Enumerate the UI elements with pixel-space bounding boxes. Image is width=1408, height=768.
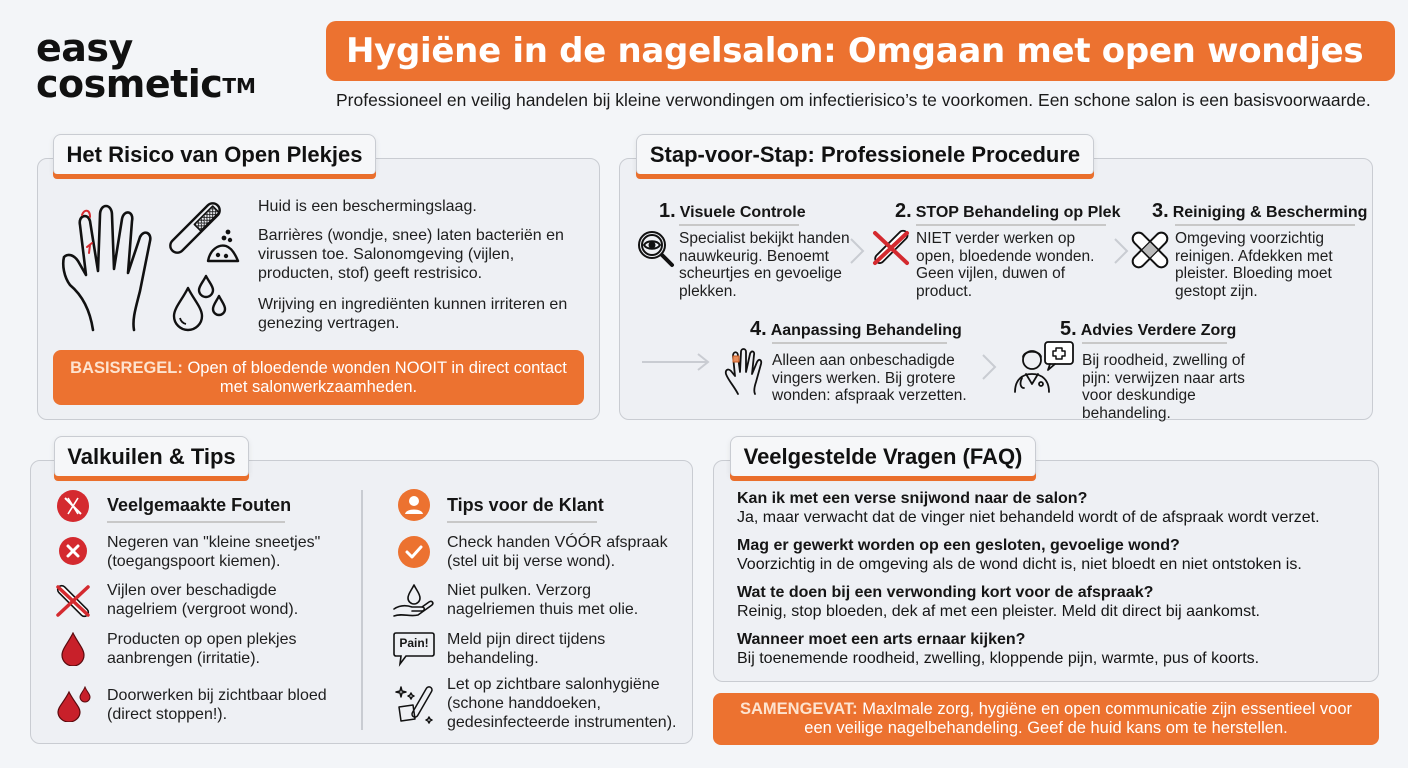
risk-paragraph-3: Wrijving en ingrediënten kunnen irriteren en genezing vertragen. xyxy=(258,296,568,332)
tip-item-1: Check handen VÓÓR afspraak (stel uit bij verse wond). xyxy=(447,534,668,570)
step-3-title xyxy=(1152,200,1367,223)
basic-rule-label: BASISREGEL: xyxy=(70,358,183,377)
nail-file-dust-icon xyxy=(162,198,242,268)
step-4-label: Aanpassing Behandeling xyxy=(770,322,962,339)
blood-drops-icon xyxy=(56,686,92,722)
faq-answer-1: Ja, maar verwacht dat de vinger niet behandeld wordt of de afspraak wordt verzet. xyxy=(737,509,1320,526)
chevron-right-icon xyxy=(980,352,998,382)
chevron-right-icon xyxy=(1112,236,1130,266)
tip-item-2: Niet pulken. Verzorg nagelriemen thuis met olie. xyxy=(447,582,639,618)
faq-question-4: Wanneer moet een arts ernaar kijken? xyxy=(737,631,1026,648)
step-3-text: Omgeving voorzichtig reinigen. Afdekken met pleister. Bloeding moet gestopt zijn. xyxy=(1175,230,1333,300)
step-2-number: 2. xyxy=(895,200,912,222)
brand-line-2: cosmetic xyxy=(36,62,223,106)
no-scissors-icon xyxy=(56,489,90,523)
summary-text xyxy=(729,700,1363,738)
mistake-item-1: Negeren van "kleine sneetjes" (toegangspoort kiemen). xyxy=(107,534,321,570)
summary-body: Maxlmale zorg, hygiëne en open communicatie zijn essentieel voor een veilige nagelbehandeling. Geef de huid kans om te herstellen. xyxy=(804,700,1352,737)
check-circle-icon xyxy=(398,536,430,568)
brand-line-2-wrap xyxy=(36,62,296,106)
oil-drop-hand-icon xyxy=(392,583,436,619)
step-4-divider xyxy=(772,342,947,344)
doctor-icon xyxy=(1012,340,1076,394)
mistakes-divider xyxy=(107,521,285,523)
step-2-label: STOP Behandeling op Plek xyxy=(915,204,1121,221)
hand-wound-icon xyxy=(60,195,160,335)
page-title xyxy=(326,21,1395,81)
step-5-label: Advies Verdere Zorg xyxy=(1080,322,1237,339)
step-1-text: Specialist bekijkt handen nauwkeurig. Benoemt scheurtjes en gevoelige plekken. xyxy=(679,230,850,300)
step-2-title xyxy=(895,200,1120,223)
step-5-divider xyxy=(1082,342,1227,344)
risk-paragraph-1: Huid is een beschermingslaag. xyxy=(258,198,477,215)
step-5-text: Bij roodheid, zwelling of pijn: verwijzen naar arts voor deskundige behandeling. xyxy=(1082,352,1245,422)
mistakes-heading: Veelgemaakte Fouten xyxy=(107,495,292,515)
faq-answer-3: Reinig, stop bloeden, dek af met een pleister. Meld dit direct bij aankomst. xyxy=(737,603,1260,620)
arrow-right-icon xyxy=(640,352,712,372)
bandage-cross-icon xyxy=(1130,230,1170,270)
step-4-title xyxy=(750,318,962,341)
tips-heading: Tips voor de Klant xyxy=(447,495,604,515)
mistake-item-3: Producten op open plekjes aanbrengen (irritatie). xyxy=(107,631,297,667)
tip-item-4: Let op zichtbare salonhygiëne (schone handdoeken, gedesinfecteerde instrumenten). xyxy=(447,676,677,731)
step-2-divider xyxy=(916,224,1106,226)
column-divider xyxy=(361,490,363,730)
step-4-number: 4. xyxy=(750,318,767,340)
faq-question-3: Wat te doen bij een verwonding kort voor de afspraak? xyxy=(737,584,1154,601)
blood-drop-icon xyxy=(60,632,86,666)
mistake-item-4: Doorwerken bij zichtbaar bloed (direct stoppen!). xyxy=(107,687,327,723)
drops-icon xyxy=(168,274,232,332)
chevron-right-icon xyxy=(848,236,866,266)
brand-line-1: easy xyxy=(36,26,133,70)
procedure-title-text: Stap-voor-Stap: Professionele Procedure xyxy=(649,141,1081,167)
faq-answer-4: Bij toenemende roodheid, zwelling, kloppende pijn, warmte, pus of koorts. xyxy=(737,650,1260,667)
trademark: TM xyxy=(222,74,256,98)
pitfalls-panel-title xyxy=(54,436,249,476)
basic-rule-text xyxy=(69,359,568,397)
step-3-divider xyxy=(1175,224,1355,226)
mistake-item-2: Vijlen over beschadigde nagelriem (vergroot wond). xyxy=(107,582,299,618)
pain-speech-icon xyxy=(392,630,436,670)
step-1-divider xyxy=(679,224,799,226)
crossed-file-icon xyxy=(54,583,92,619)
faq-answer-2: Voorzichtig in de omgeving als de wond dicht is, niet bloedt en niet ontstoken is. xyxy=(737,556,1302,573)
faq-title-text: Veelgestelde Vragen (FAQ) xyxy=(743,443,1023,469)
step-1-title xyxy=(659,200,806,223)
pain-label: Pain! xyxy=(399,636,429,650)
page-subtitle: Professioneel en veilig handelen bij kleine verwondingen om infectierisico’s te voorkomen. Een schone salon is een basisvoorwaarde. xyxy=(336,90,1371,110)
faq-panel-title xyxy=(730,436,1036,476)
procedure-panel-title xyxy=(636,134,1094,174)
sparkle-towel-icon xyxy=(393,683,437,727)
basic-rule-body: Open of bloedende wonden NOOIT in direct contact met salonwerkzaamheden. xyxy=(182,358,567,396)
risk-paragraph-2: Barrières (wondje, snee) laten bacteriën en virussen toe. Salonomgeving (vijlen, producten, stof) geeft restrisico. xyxy=(258,227,564,282)
step-1-label: Visuele Controle xyxy=(679,204,806,221)
tip-item-3: Meld pijn direct tijdens behandeling. xyxy=(447,631,606,667)
faq-question-2: Mag er gewerkt worden op een gesloten, gevoelige wond? xyxy=(737,537,1180,554)
crossed-nail-file-icon xyxy=(870,228,912,268)
brand-logo xyxy=(36,26,296,106)
step-5-title xyxy=(1060,318,1236,341)
tips-divider xyxy=(447,521,597,523)
magnifier-eye-icon xyxy=(635,228,677,270)
page-title-text: Hygiëne in de nagelsalon: Omgaan met open wondjes xyxy=(346,31,1364,71)
risk-title-text: Het Risico van Open Plekjes xyxy=(66,141,363,167)
step-3-label: Reiniging & Bescherming xyxy=(1172,204,1368,221)
pitfalls-title-text: Valkuilen & Tips xyxy=(67,443,236,469)
step-5-number: 5. xyxy=(1060,318,1077,340)
hand-bandaged-finger-icon xyxy=(724,346,764,396)
basic-rule-box xyxy=(53,350,584,405)
step-3-number: 3. xyxy=(1152,200,1169,222)
faq-question-1: Kan ik met een verse snijwond naar de salon? xyxy=(737,490,1088,507)
risk-panel-title xyxy=(53,134,376,174)
summary-box xyxy=(713,693,1379,745)
step-4-text: Alleen aan onbeschadigde vingers werken. Bij grotere wonden: afspraak verzetten. xyxy=(772,352,967,404)
user-circle-icon xyxy=(398,489,430,521)
summary-label: SAMENGEVAT: xyxy=(740,700,858,718)
step-2-text: NIET verder werken op open, bloedende wonden. Geen vijlen, duwen of product. xyxy=(916,230,1095,300)
step-1-number: 1. xyxy=(659,200,676,222)
x-circle-icon xyxy=(58,536,88,566)
